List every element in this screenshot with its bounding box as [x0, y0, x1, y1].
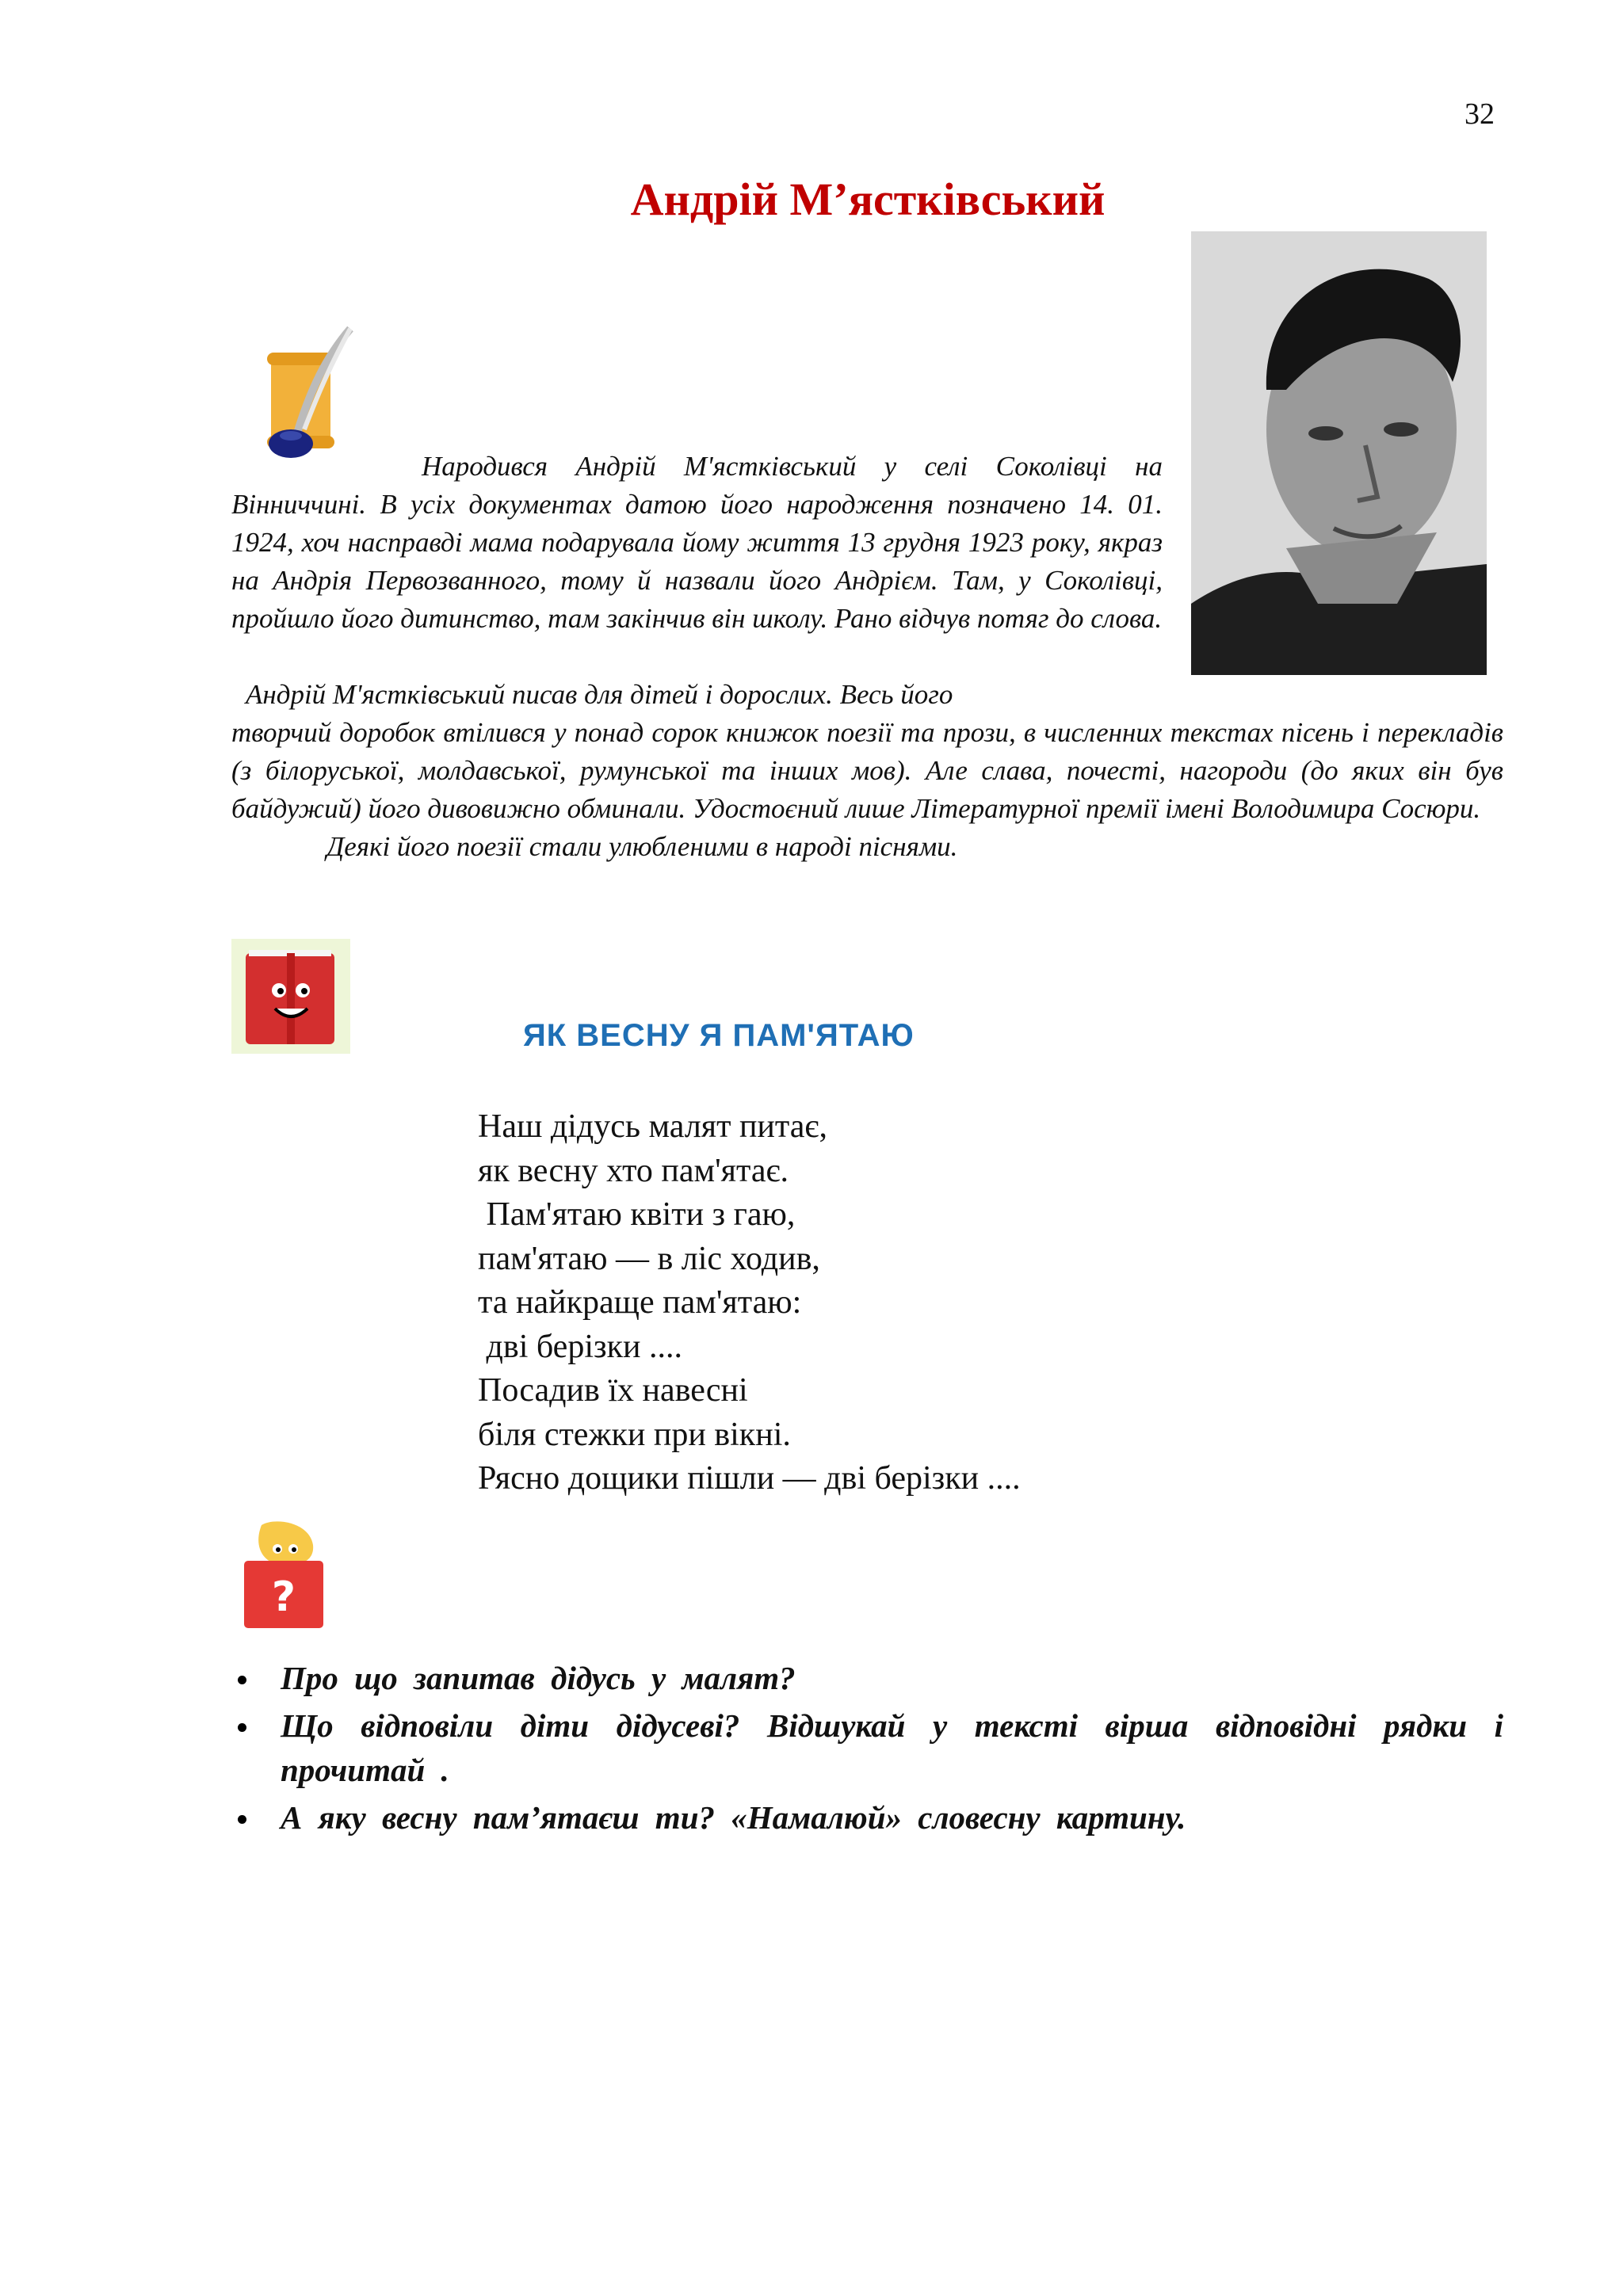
biography-intro — [231, 448, 1163, 638]
biography-paragraph-1: Народився Андрій М'ястківський у селі Соколівці на Вінниччині. В усіх документах датою його народження позначено 14. 01. 1924, хоч насправді мама подарувала йому життя 13 грудня 1923 року, якраз на Андрія Первозванного, тому й назвали його Андрієм. Там, у Соколівці, пройшло його дитинство, там закінчив він школу. Рано відчув потяг до слова. — [231, 451, 1163, 634]
poem-line: Рясно дощики пішли — дві берізки .... — [478, 1460, 1021, 1497]
quill-scroll-icon — [231, 325, 358, 467]
list-item: А яку весну пам’ятаєш ти? «Намалюй» словесну картину. — [231, 1795, 1503, 1840]
poem-line: пам'ятаю — в ліс ходив, — [478, 1240, 820, 1277]
list-item: Що відповіли діти дідусеві? Відшукай у тексті вірша відповідні рядки і прочитай . — [231, 1703, 1503, 1792]
biography-paragraph-3: Деякі його поезії стали улюбленими в народі піснями. — [327, 831, 958, 862]
red-book-icon — [231, 939, 350, 1054]
list-item: Про що запитав дідусь у малят? — [231, 1656, 1503, 1700]
question-book-icon — [238, 1517, 329, 1632]
author-portrait — [1191, 231, 1487, 675]
poem-title: ЯК ВЕСНУ Я ПАМ'ЯТАЮ — [523, 1018, 915, 1053]
page-title-text: Андрій М’ястківський — [630, 174, 1106, 225]
poem-line: як весну хто пам'ятає. — [478, 1152, 789, 1189]
poem-text — [478, 1105, 1021, 1501]
poem-line: Пам'ятаю квіти з гаю, — [478, 1196, 796, 1233]
biography-paragraph-2: творчий доробок втілився у понад сорок книжок поезії та прози, в численних текстах пісень і перекладів (з білоруської, молдавської, румунської та інших мов). Але слава, почесті, нагороди (до яких він був байдужий) його дивовижно обминали. Удостоєний лише Літературної премії імені Володимира Сосюри. — [231, 717, 1503, 824]
biography-continued — [231, 676, 1503, 866]
poem-line: біля стежки при вікні. — [478, 1416, 791, 1453]
questions-list — [231, 1656, 1503, 1843]
svg-text:?: ? — [271, 1573, 296, 1621]
poem-line: дві берізки .... — [478, 1328, 682, 1365]
page-number: 32 — [1465, 97, 1495, 131]
poem-line: Наш дідусь малят питає, — [478, 1108, 827, 1145]
biography-paragraph-2-lead: Андрій М'ястківський писав для дітей і дорослих. Весь його — [246, 679, 953, 710]
page-title — [0, 173, 1623, 226]
poem-line: Посадив їх навесні — [478, 1372, 748, 1409]
poem-line: та найкраще пам'ятаю: — [478, 1284, 802, 1321]
